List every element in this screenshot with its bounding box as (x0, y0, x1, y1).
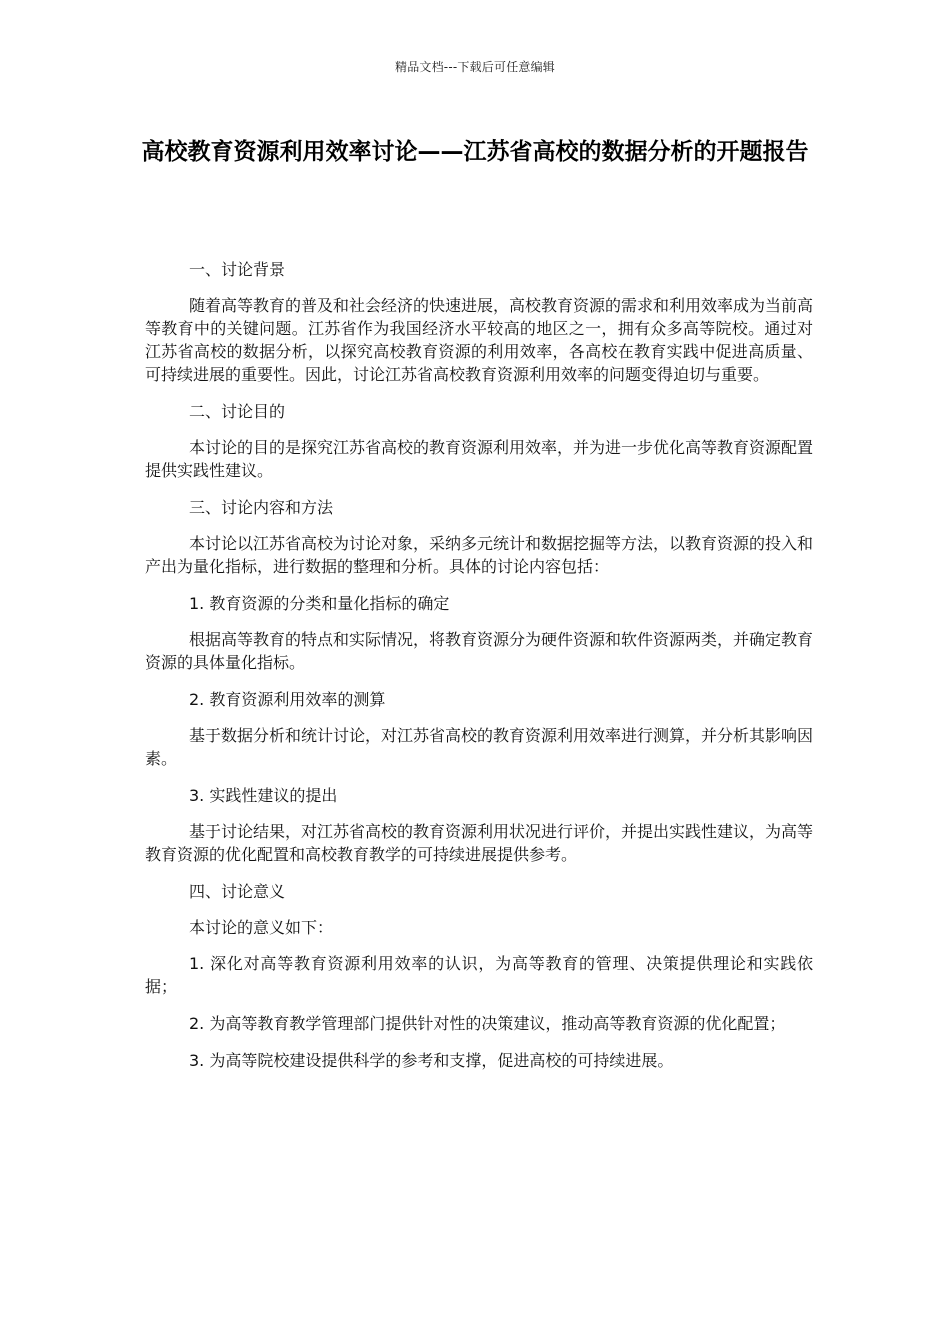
significance-item-3: 3. 为高等院校建设提供科学的参考和支撑，促进高校的可持续进展。 (189, 1051, 674, 1070)
significance-item-2: 2. 为高等教育教学管理部门提供针对性的决策建议，推动高等教育资源的优化配置； (189, 1014, 786, 1033)
section-text-purpose: 本讨论的目的是探究江苏省高校的教育资源利用效率，并为进一步优化高等教育资源配置提供实践性建议。 (145, 438, 814, 480)
document-body (145, 258, 813, 1086)
section-heading-purpose: 二、讨论目的 (189, 402, 286, 421)
section-text-background: 随着高等教育的普及和社会经济的快速进展，高校教育资源的需求和利用效率成为当前高等教育中的关键问题。江苏省作为我国经济水平较高的地区之一，拥有众多高等院校。通过对江苏省高校的数据分析，以探究高校教育资源的利用效率，各高校在教育实践中促进高质量、可持续进展的重要性。因此，讨论江苏省高校教育资源利用效率的问题变得迫切与重要。 (145, 296, 814, 384)
section-heading-background: 一、讨论背景 (189, 260, 286, 279)
section-heading-significance: 四、讨论意义 (189, 882, 286, 901)
subsection-text-3: 基于讨论结果，对江苏省高校的教育资源利用状况进行评价，并提出实践性建议，为高等教育资源的优化配置和高校教育教学的可持续进展提供参考。 (145, 822, 814, 864)
section-intro-significance: 本讨论的意义如下： (189, 918, 334, 937)
section-heading-content-methods: 三、讨论内容和方法 (189, 498, 334, 517)
section-text-content-methods: 本讨论以江苏省高校为讨论对象，采纳多元统计和数据挖掘等方法，以教育资源的投入和产出为量化指标，进行数据的整理和分析。具体的讨论内容包括： (145, 534, 814, 576)
subsection-heading-3: 3. 实践性建议的提出 (189, 786, 338, 805)
subsection-heading-1: 1. 教育资源的分类和量化指标的确定 (189, 594, 450, 613)
document-title: 高校教育资源利用效率讨论——江苏省高校的数据分析的开题报告 (141, 139, 809, 165)
subsection-heading-2: 2. 教育资源利用效率的测算 (189, 690, 386, 709)
header-note: 精品文档---下载后可任意编辑 (395, 60, 555, 74)
subsection-text-2: 基于数据分析和统计讨论，对江苏省高校的教育资源利用效率进行测算，并分析其影响因素。 (145, 726, 814, 768)
subsection-text-1: 根据高等教育的特点和实际情况，将教育资源分为硬件资源和软件资源两类，并确定教育资源的具体量化指标。 (145, 630, 814, 672)
significance-item-1: 1. 深化对高等教育资源利用效率的认识，为高等教育的管理、决策提供理论和实践依据； (145, 954, 813, 996)
